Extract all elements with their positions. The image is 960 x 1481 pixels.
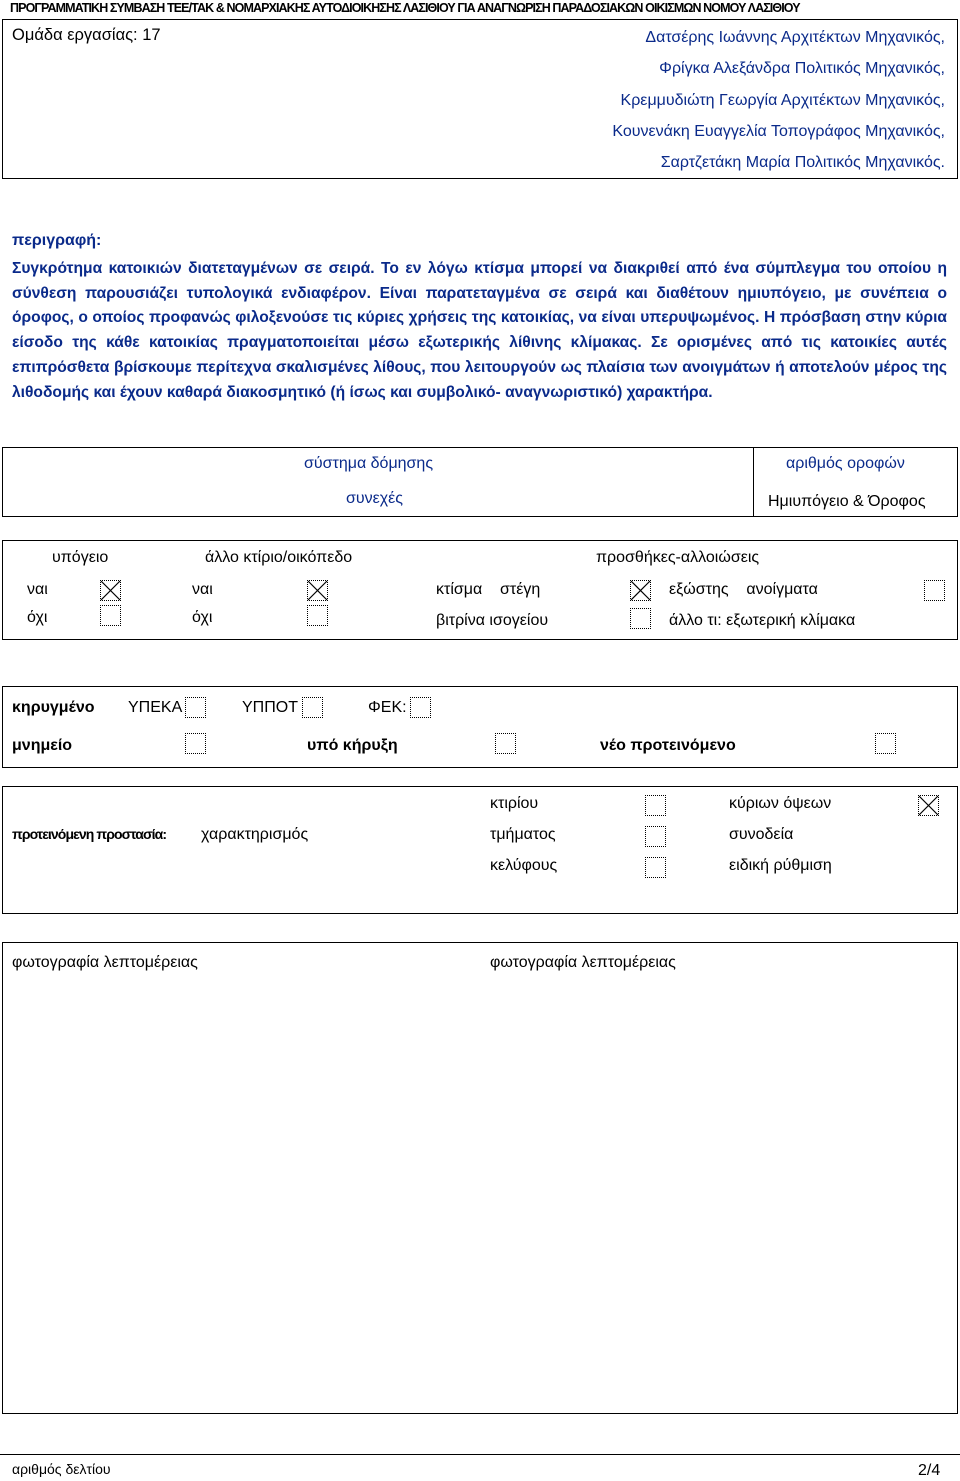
other-yes-label: ναι	[192, 581, 213, 598]
description-text: Συγκρότημα κατοικιών διατεταγμένων σε σειρά. Το εν λόγω κτίσμα μπορεί να διακριθεί από ένα σύμπλεγμα του οποίου η σύνθεση παρουσιάζει τυπολογικά ενδιαφέρον. Είναι παρατεταγμένα σε σειρά και διαθέτουν ημιυπόγειο, με συνέπεια ο όροφος, ο οποίος προφανώς φιλοξενούσε τις κύριες χρήσεις της κατοικίας, να είναι υπερυψωμένος. Η πρόσβαση στην κύρια είσοδο της κάθε κατοικίας πραγματοποιείται μέσω εξωτερικής λίθινης κλίμακας. Σε ορισμένες από τις κατοικίες αυτές επιπρόσθετα βρίσκουμε περίτεχνα σκαλισμένες λίθους, που λειτουργούν ως πλαίσια των ανοιγμάτων ή αποτελούν μέρος της λιθοδομής και έχουν καθαρά διακοσμητικό (ή ίσως και συμβολικό- αναγνωριστικό) χαρακτήρα.	[12, 260, 947, 401]
team-member: Κρεμμυδιώτη Γεωργία Αρχιτέκτων Μηχανικός,	[620, 91, 945, 109]
shop-window-label: βιτρίνα ισογείου	[436, 612, 549, 629]
additions-label: προσθήκες-αλλοιώσεις	[596, 549, 760, 566]
description-label: περιγραφή:	[12, 232, 102, 249]
team-members	[525, 22, 945, 178]
team-member: Φρίγκα Αλεξάνδρα Πολιτικός Μηχανικός,	[659, 60, 945, 78]
characterization-label: χαρακτηρισμός	[201, 826, 309, 843]
yppot-label: ΥΠΠΟΤ	[242, 699, 298, 716]
protection-label: προτεινόμενη προστασία:	[12, 826, 167, 842]
basement-no-label: όχι	[27, 609, 48, 626]
team-member: Σαρτζετάκη Μαρία Πολιτικός Μηχανικός.	[660, 154, 945, 172]
monument-checkbox[interactable]	[185, 733, 206, 754]
basement-label: υπόγειο	[52, 549, 109, 566]
other-building-yes-checkbox[interactable]	[307, 580, 328, 601]
floors-label: αριθμός οροφών	[786, 455, 905, 472]
other-building-label: άλλο κτίριο/οικόπεδο	[205, 549, 353, 566]
main-facades-label: κύριων όψεων	[729, 795, 832, 812]
other-no-label: όχι	[192, 609, 213, 626]
footer-label: αριθμός δελτίου	[12, 1461, 111, 1477]
shell-option-checkbox[interactable]	[645, 857, 666, 878]
newly-proposed-checkbox[interactable]	[875, 733, 896, 754]
team-member: Δατσέρης Ιωάννης Αρχιτέκτων Μηχανικός,	[645, 29, 945, 46]
system-label: σύστημα δόμησης	[304, 455, 434, 472]
building-option-checkbox[interactable]	[645, 795, 666, 816]
other-building-no-checkbox[interactable]	[307, 605, 328, 626]
basement-yes-label: ναι	[27, 581, 48, 598]
basement-no-checkbox[interactable]	[100, 605, 121, 626]
oriel-openings-checkbox[interactable]	[924, 580, 945, 601]
photos-box	[2, 942, 958, 1414]
building-option-label: κτιρίου	[490, 795, 539, 812]
shell-option-label: κελύφους	[490, 857, 558, 874]
footer-rule	[0, 1454, 960, 1455]
special-regulation-label: ειδική ρύθμιση	[729, 857, 832, 874]
page-number: 2/4	[918, 1462, 941, 1479]
building-roof-checkbox[interactable]	[630, 580, 651, 601]
basement-yes-checkbox[interactable]	[100, 580, 121, 601]
ypeka-label: ΥΠΕΚΑ	[128, 699, 183, 716]
oriel-openings-label: εξώστης ανοίγματα	[669, 581, 818, 598]
ypeka-checkbox[interactable]	[185, 697, 206, 718]
fek-checkbox[interactable]	[410, 697, 431, 718]
team-label: Ομάδα εργασίας: 17	[12, 26, 161, 44]
photo-left-label: φωτογραφία λεπτομέρειας	[12, 954, 198, 971]
shop-window-checkbox[interactable]	[630, 608, 651, 629]
newly-proposed-label: νέο προτεινόμενο	[600, 737, 736, 754]
system-value: συνεχές	[346, 490, 403, 507]
monument-label: μνημείο	[12, 737, 73, 754]
under-declaration-label: υπό κήρυξη	[307, 737, 398, 754]
other-alteration-label: άλλο τι: εξωτερική κλίμακα	[669, 612, 856, 629]
ensemble-label: συνοδεία	[729, 826, 794, 843]
fek-label: ΦΕΚ:	[368, 699, 407, 716]
main-facades-checkbox[interactable]	[918, 795, 939, 816]
building-roof-label: κτίσμα στέγη	[436, 581, 541, 598]
yppot-checkbox[interactable]	[302, 697, 323, 718]
declared-label: κηρυγμένο	[12, 699, 95, 716]
team-member: Κουνενάκη Ευαγγελία Τοπογράφος Μηχανικός,	[612, 122, 945, 140]
photo-right-label: φωτογραφία λεπτομέρειας	[490, 954, 676, 971]
floors-value: Ημιυπόγειο & Όροφος	[768, 493, 926, 510]
document-header: ΠΡΟΓΡΑΜΜΑΤΙΚΗ ΣΥΜΒΑΣΗ ΤΕΕ/ΤΑΚ & ΝΟΜΑΡΧΙΑΚΗΣ ΑΥΤΟΔΙΟΙΚΗΣΗΣ ΛΑΣΙΘΙΟΥ ΓΙΑ ΑΝΑΓΝΩΡΙΣΗ ΠΑΡΑΔΟΣΙΑΚΩΝ ΟΙΚΙΣΜΩΝ ΝΟΜΟΥ ΛΑΣΙΘΙΟΥ	[10, 1, 800, 15]
under-declaration-checkbox[interactable]	[495, 733, 516, 754]
structure-divider	[753, 447, 754, 517]
section-option-checkbox[interactable]	[645, 826, 666, 847]
section-option-label: τμήματος	[490, 826, 556, 843]
